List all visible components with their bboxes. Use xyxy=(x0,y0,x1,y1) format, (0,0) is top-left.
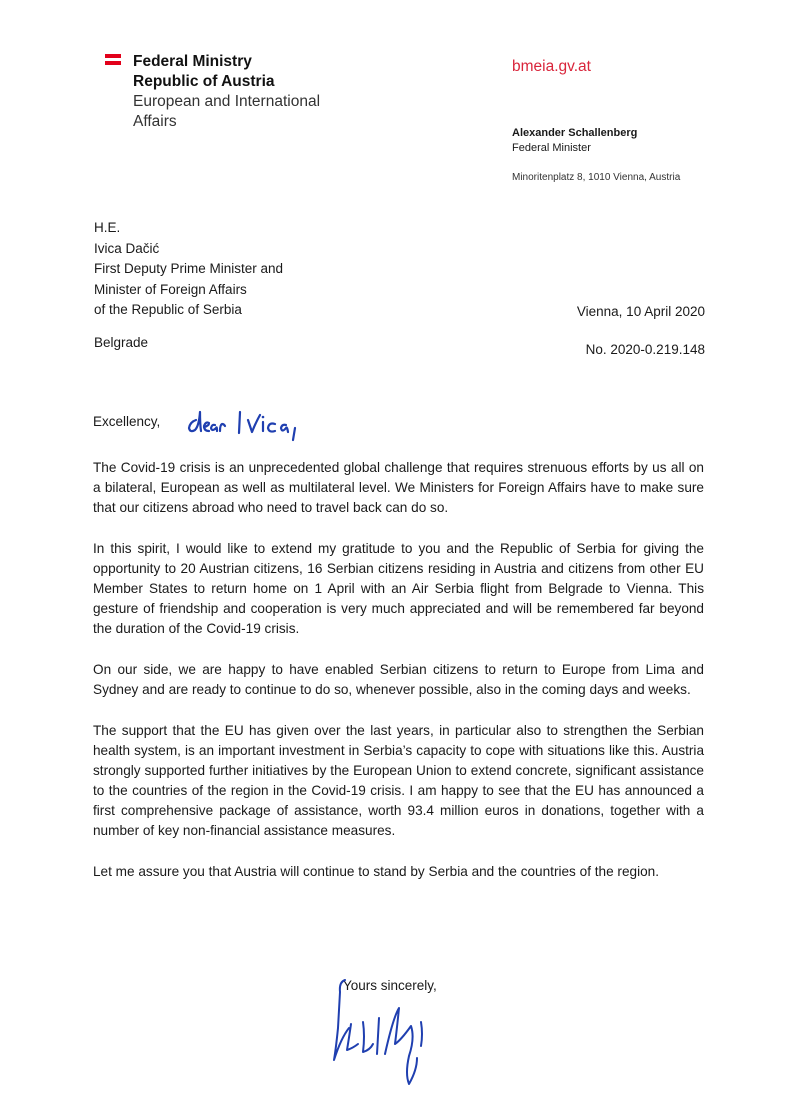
recipient-line: Minister of Foreign Affairs xyxy=(94,281,247,297)
recipient-line: H.E. xyxy=(94,220,121,235)
body-paragraph: The Covid-19 crisis is an unprecedented global challenge that requires strenuous efforts by us all on a bilateral, European as well as multilateral level. We Ministers for Foreign Affairs have to make sure that our citizens abroad who need to travel back can do so. xyxy=(93,460,704,515)
ministry-line-4: Affairs xyxy=(133,113,177,130)
recipient-line: First Deputy Prime Minister and xyxy=(94,261,284,276)
letter-date: Vienna, 10 April 2020 xyxy=(576,304,705,319)
recipient-line: of the Republic of Serbia xyxy=(94,302,242,317)
reference-number: No. 2020-0.219.148 xyxy=(585,342,705,357)
letter-body xyxy=(93,458,704,903)
sender-block xyxy=(512,126,637,156)
body-paragraph: Let me assure you that Austria will continue to stand by Serbia and the countries of the region. xyxy=(93,864,659,879)
signature-icon xyxy=(325,978,455,1088)
recipient-line: Ivica Dačić xyxy=(94,240,160,256)
ministry-line-1: Federal Ministry xyxy=(133,53,252,70)
recipient-block xyxy=(94,218,283,321)
salutation: Excellency, xyxy=(93,414,161,429)
sender-name: Alexander Schallenberg xyxy=(512,127,638,139)
handwritten-greeting-icon xyxy=(182,400,302,445)
body-paragraph: The support that the EU has given over the last years, in particular also to strengthen the Serbian health system, is an important investment in Serbia’s capacity to cope with situations like this. Austria strongly supported further initiatives by the European Union to extend concrete, significant assistance to the countries of the region in the Covid-19 crisis. I am happy to see that the EU has announced a first comprehensive package of assistance, worth 93.4 million euros in donations, together with a number of key non-financial assistance measures. xyxy=(93,723,704,838)
sender-title: Federal Minister xyxy=(512,142,591,154)
closing-line: Yours sincerely, xyxy=(343,978,437,993)
body-paragraph: On our side, we are happy to have enabled Serbian citizens to return to Europe from Lima and Sydney and are ready to continue to do so, whenever possible, also in the coming days and weeks. xyxy=(93,662,704,697)
ministry-name xyxy=(133,52,320,132)
ministry-website: bmeia.gv.at xyxy=(512,58,591,75)
sender-address: Minoritenplatz 8, 1010 Vienna, Austria xyxy=(512,172,681,183)
body-paragraph: In this spirit, I would like to extend my gratitude to you and the Republic of Serbia for giving the opportunity to 20 Austrian citizens, 16 Serbian citizens residing in Austria and citizens from other EU Member States to return home on 1 April with an Air Serbia flight from Belgrade to Vienna. This gesture of friendship and cooperation is very much appreciated and will be remembered far beyond the duration of the Covid-19 crisis. xyxy=(93,541,704,636)
austrian-flag-icon xyxy=(105,54,121,68)
recipient-city: Belgrade xyxy=(94,335,149,350)
ministry-line-3: European and International xyxy=(133,93,321,110)
ministry-line-2: Republic of Austria xyxy=(133,73,275,90)
